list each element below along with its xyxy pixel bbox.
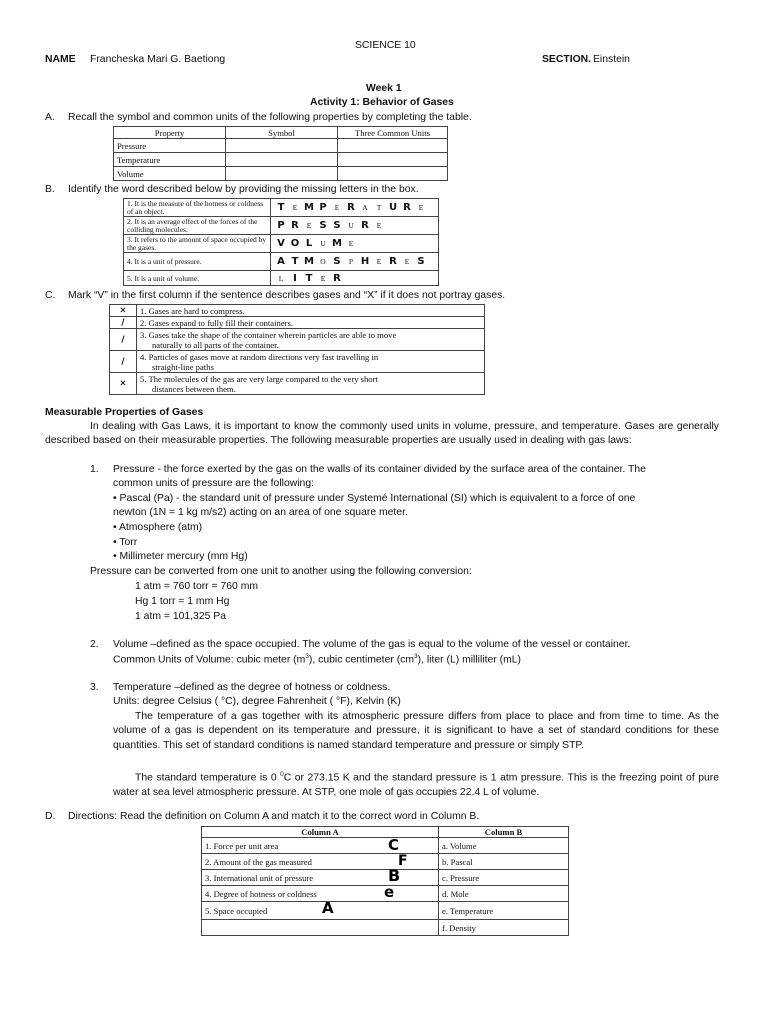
handwritten-letter[interactable]: M [304, 256, 314, 267]
table-cell[interactable] [338, 139, 448, 153]
handwritten-letter[interactable]: R [333, 272, 341, 284]
volume-number: 2. [90, 639, 99, 650]
section-label: SECTION. [542, 54, 592, 65]
bullet-mmhg: • Millimeter mercury (mm Hg) [113, 551, 248, 562]
handwritten-answer[interactable]: e [384, 883, 395, 901]
given-letter: E [306, 221, 312, 230]
letter-row-5[interactable] [271, 271, 439, 286]
handwritten-answer[interactable]: F [398, 853, 408, 869]
section-value: Einstein [593, 54, 630, 65]
temperature-line1: Temperature –defined as the degree of hotness or coldness. [113, 682, 391, 693]
given-letter: E [320, 273, 326, 283]
part-b-table [123, 198, 439, 286]
part-d-table [201, 826, 569, 936]
mark-cell[interactable]: / [110, 351, 137, 373]
bullet-pascal-cont: newton (1N = 1 kg m/s2) acting on an area of one square meter. [113, 507, 408, 518]
handwritten-letter[interactable]: O [290, 238, 300, 249]
handwritten-letter[interactable]: T [305, 272, 313, 284]
definition-text: 3. International unit of pressure [205, 872, 314, 883]
temperature-para1: The temperature of a gas together with its atmospheric pressure differs from place to place and from time to time. As the volume of a gas is dependent on its temperature and pressure, it is significant to have a set of standard conditions for these quantities. This set of standard conditions is named standard temperature and pressure or simply STP. [113, 711, 719, 751]
given-letter: T [376, 203, 382, 212]
column-a-cell [202, 899, 439, 920]
pressure-line2: common units of pressure are the following: [113, 478, 314, 489]
pressure-number: 1. [90, 464, 99, 475]
handwritten-letter[interactable]: M [304, 202, 314, 213]
table-header: Property [114, 127, 226, 139]
part-d-letter: D. [45, 811, 56, 822]
handwritten-letter[interactable]: R [291, 220, 299, 231]
given-letter: E [292, 203, 298, 212]
clue-cell: 2. It is an average effect of the forces of the colliding molecules. [124, 217, 271, 235]
superscript: 3 [305, 653, 309, 660]
handwritten-letter[interactable]: S [417, 256, 425, 267]
column-a-header: Column A [202, 827, 439, 838]
column-a-cell [202, 854, 439, 870]
mark-cell[interactable]: / [110, 329, 137, 351]
table-cell[interactable] [226, 167, 338, 181]
statement-line: straight-line paths [152, 361, 214, 372]
part-c-instruction: Mark “V” in the first column if the sentence describes gases and “X” if it does not portray gases. [68, 290, 506, 301]
given-letter: E [376, 221, 382, 230]
table-header: Three Common Units [338, 127, 448, 139]
handwritten-answer[interactable]: A [322, 899, 334, 917]
pressure-line1: Pressure - the force exerted by the gas on the walls of its container divided by the surface area of the container. The [113, 464, 646, 475]
clue-cell: 5. It is a unit of volume. [124, 271, 271, 286]
handwritten-letter[interactable]: P [319, 202, 327, 213]
handwritten-letter[interactable]: R [389, 256, 397, 267]
definition-text: 1. Force per unit area [205, 840, 279, 851]
column-b-header: Column B [439, 827, 569, 838]
handwritten-letter[interactable]: I [293, 272, 297, 284]
handwritten-letter[interactable]: S [333, 220, 341, 231]
given-letter: E [334, 203, 340, 212]
table-cell[interactable] [338, 167, 448, 181]
conversion-1: 1 atm = 760 torr = 760 mm [135, 581, 259, 592]
handwritten-letter[interactable]: A [277, 256, 285, 267]
part-d-instruction: Directions: Read the definition on Column A and match it to the correct word in Column B. [68, 811, 480, 822]
name-value: Francheska Mari G. Baetiong [90, 54, 226, 65]
superscript: 3 [414, 653, 418, 660]
para-text: The standard temperature is 0 [135, 772, 281, 784]
statement-line: 2. Gases expand to fully fill their containers. [140, 317, 293, 328]
given-letter: E [404, 257, 410, 266]
name-label: NAME [45, 54, 76, 65]
statement-line: 3. Gases take the shape of the container wherein particles are able to move [140, 329, 397, 340]
given-letter: E [348, 239, 354, 248]
handwritten-letter[interactable]: V [277, 238, 285, 249]
handwritten-letter[interactable]: R [403, 202, 411, 213]
letter-row-1[interactable] [271, 199, 439, 217]
table-header: Symbol [226, 127, 338, 139]
statement-cell [137, 305, 485, 317]
statement-line: 4. Particles of gases move at random directions very fast travelling in [140, 351, 379, 362]
mark-cell[interactable]: ✕ [110, 373, 137, 395]
conversion-2: Hg 1 torr = 1 mm Hg [135, 596, 230, 607]
statement-cell [137, 373, 485, 395]
handwritten-letter[interactable]: H [360, 256, 370, 267]
volume-units-text: ), liter (L) milliliter (mL) [417, 654, 521, 666]
table-cell: Pressure [114, 139, 226, 153]
statement-line: naturally to all parts of the container. [152, 339, 279, 350]
column-b-cell: e. Temperature [439, 902, 569, 920]
letter-row-4[interactable] [271, 253, 439, 271]
given-letter: O [320, 257, 326, 266]
handwritten-answer[interactable]: B [388, 866, 401, 885]
part-a-instruction: Recall the symbol and common units of the following properties by completing the table. [68, 112, 472, 123]
conversion-3: 1 atm = 101,325 Pa [135, 611, 226, 622]
part-c-letter: C. [45, 290, 56, 301]
clue-cell: 1. It is the measure of the hotness or coldness of an object. [124, 199, 271, 217]
handwritten-letter[interactable]: R [361, 220, 369, 231]
given-letter: U [348, 221, 354, 230]
volume-units-text: ), cubic centimeter (cm [308, 654, 415, 666]
statement-line: 5. The molecules of the gas are very large compared to the very short [140, 373, 378, 384]
document-title: SCIENCE 10 [355, 40, 416, 51]
given-letter: E [376, 257, 382, 266]
handwritten-letter[interactable]: S [319, 220, 327, 231]
volume-units [113, 653, 521, 665]
column-a-cell [202, 920, 439, 936]
mark-cell[interactable]: / [110, 317, 137, 329]
handwritten-letter[interactable]: P [277, 220, 285, 231]
table-cell[interactable] [226, 153, 338, 167]
statement-cell [137, 317, 485, 329]
column-a-cell [202, 838, 439, 854]
handwritten-letter[interactable]: U [388, 202, 398, 213]
given-letter: P [348, 257, 354, 266]
handwritten-letter[interactable]: T [291, 256, 299, 267]
table-cell: Temperature [114, 153, 226, 167]
measurable-intro: In dealing with Gas Laws, it is important to know the commonly used units in volume, pressure, and temperature. Gases are generally described based on their measurable properties. The following measurable properties are usually used in dealing with gas laws: [45, 421, 719, 447]
part-a-letter: A. [45, 112, 55, 123]
mark-cell[interactable]: ✕ [110, 305, 137, 317]
part-b-instruction: Identify the word described below by providing the missing letters in the box. [68, 184, 419, 195]
column-b-cell: c. Pressure [439, 870, 569, 886]
superscript: 0 [280, 771, 284, 778]
handwritten-letter[interactable]: T [277, 202, 285, 213]
given-letter: E [418, 203, 424, 212]
statement-line: distances between them. [152, 383, 236, 394]
week-heading: Week 1 [366, 83, 402, 94]
column-b-cell: b. Pascal [439, 854, 569, 870]
part-c-table [109, 304, 485, 395]
column-b-cell: a. Volume [439, 838, 569, 854]
statement-cell [137, 329, 485, 351]
statement-cell [137, 351, 485, 373]
handwritten-letter[interactable]: L [305, 238, 313, 249]
given-letter: U [320, 239, 326, 248]
clue-cell: 3. It refers to the amount of space occupied by the gases. [124, 235, 271, 253]
volume-units-text: Common Units of Volume: cubic meter (m [113, 654, 306, 666]
given-letter: L [278, 273, 284, 283]
letter-row-2[interactable] [271, 217, 439, 235]
handwritten-letter[interactable]: R [347, 202, 355, 213]
table-cell[interactable] [226, 139, 338, 153]
activity-heading: Activity 1: Behavior of Gases [310, 97, 454, 108]
conversion-intro: Pressure can be converted from one unit to another using the following conversion: [90, 566, 472, 577]
handwritten-letter[interactable]: S [333, 256, 341, 267]
temperature-units: Units: degree Celsius ( °C), degree Fahrenheit ( °F), Kelvin (K) [113, 696, 401, 707]
part-b-letter: B. [45, 184, 55, 195]
table-cell: Volume [114, 167, 226, 181]
bullet-atm: • Atmosphere (atm) [113, 522, 203, 533]
bullet-pascal: • Pascal (Pa) - the standard unit of pressure under Systemé International (SI) which is equivalent to a force of one [113, 493, 636, 504]
temperature-para2 [113, 768, 719, 800]
clue-cell: 4. It is a unit of pressure. [124, 253, 271, 271]
table-cell[interactable] [338, 153, 448, 167]
given-letter: A [362, 203, 368, 212]
definition-text: 2. Amount of the gas measured [205, 856, 312, 867]
statement-line: 1. Gases are hard to compress. [140, 305, 245, 316]
definition-text: 4. Degree of hotness or coldness [205, 888, 317, 899]
para-text: C or 273.15 K and the standard pressure is 1 atm pressure. This is the freezing point of pure water at sea level atmospheric pressure. At STP, one mole of gas occupies 22.4 L of volume. [113, 772, 719, 798]
handwritten-answer[interactable]: C [388, 836, 400, 854]
measurable-heading: Measurable Properties of Gases [45, 407, 204, 418]
part-a-table [113, 126, 448, 181]
bullet-torr: • Torr [113, 537, 138, 548]
volume-line1: Volume –defined as the space occupied. The volume of the gas is equal to the volume of the vessel or container. [113, 639, 631, 650]
definition-text: 5. Space occupied [205, 905, 268, 916]
letter-row-3[interactable] [271, 235, 439, 253]
handwritten-letter[interactable]: M [332, 238, 342, 249]
column-b-cell: d. Mole [439, 886, 569, 902]
column-b-cell: f. Density [439, 920, 569, 936]
temperature-number: 3. [90, 682, 99, 693]
column-a-cell [202, 866, 439, 886]
column-a-cell [202, 883, 439, 902]
